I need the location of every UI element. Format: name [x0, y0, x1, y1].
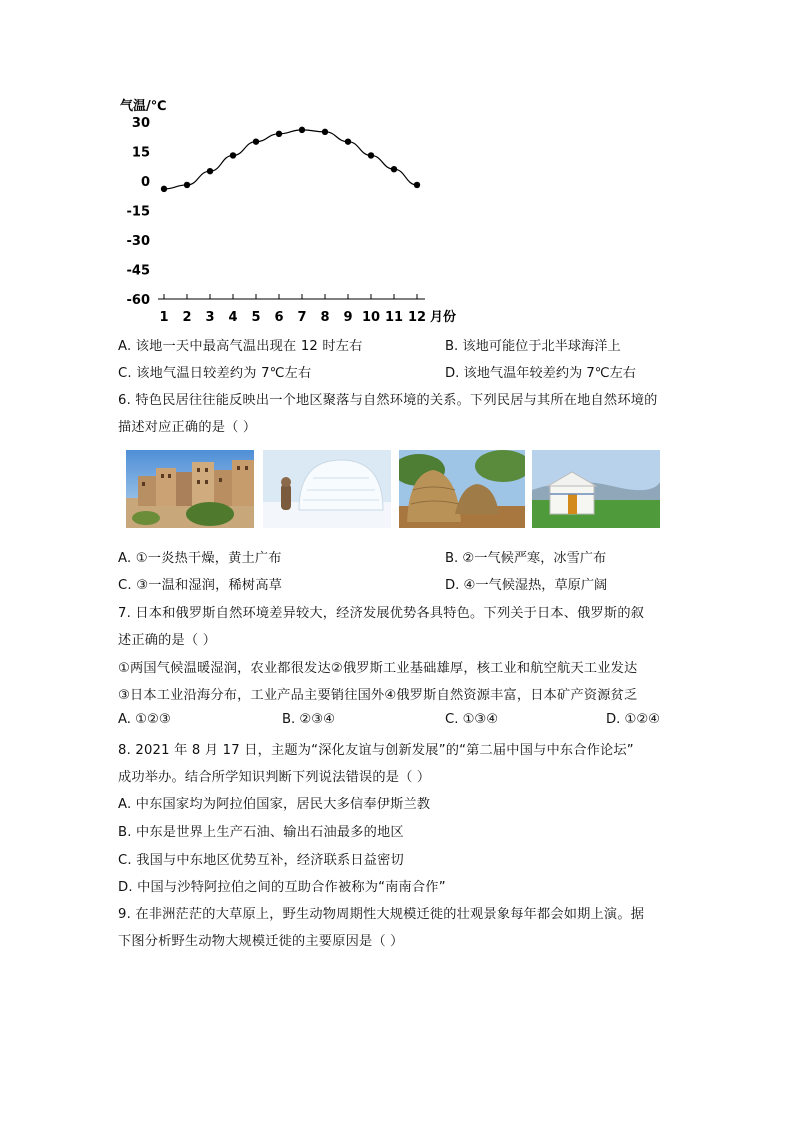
q8-stem-line2: 成功举办。结合所学知识判断下列说法错误的是（ ） — [118, 770, 431, 785]
q6-option-a: A. ①一炎热干燥，黄土广布 — [118, 551, 282, 566]
q5-option-c: C. 该地气温日较差约为 7℃左右 — [118, 366, 312, 381]
data-point — [184, 182, 190, 188]
y-tick-label: -15 — [126, 204, 150, 220]
q7-option-b: B. ②③④ — [282, 712, 335, 727]
q7-stem-line1: 7. 日本和俄罗斯自然环境差异较大，经济发展优势各具特色。下列关于日本、俄罗斯的叙 — [118, 606, 645, 621]
q6-option-d: D. ④一气候湿热，草原广阔 — [445, 578, 608, 593]
q7-stem-line2: 述正确的是（ ） — [118, 633, 217, 648]
temperature-points — [161, 127, 420, 192]
data-point — [345, 138, 351, 144]
temperature-line — [164, 130, 417, 189]
y-tick-label: 30 — [131, 116, 150, 131]
q6-option-b: B. ②一气候严寒，冰雪广布 — [445, 551, 607, 566]
data-point — [253, 138, 259, 144]
data-point — [299, 127, 305, 133]
data-point — [161, 186, 167, 192]
q7-option-a: A. ①②③ — [118, 712, 171, 727]
q8-option-c: C. 我国与中东地区优势互补，经济联系日益密切 — [118, 853, 404, 868]
data-point — [368, 152, 374, 158]
y-tick-label: -60 — [126, 293, 150, 308]
q9-stem-line1: 9. 在非洲茫茫的大草原上，野生动物周期性大规模迁徙的壮观景象每年都会如期上演。据 — [118, 907, 645, 922]
x-tick-label: 1 — [159, 310, 169, 325]
x-tick-label: 8 — [320, 310, 330, 325]
q5-option-b: B. 该地可能位于北半球海洋上 — [445, 339, 621, 354]
igloo-photo — [263, 450, 391, 528]
x-tick-label: 11 — [384, 310, 404, 325]
data-point — [391, 166, 397, 172]
q6-stem-line1: 6. 特色民居往往能反映出一个地区聚落与自然环境的关系。下列民居与其所在地自然环境的 — [118, 393, 658, 408]
q8-option-b: B. 中东是世界上生产石油、输出石油最多的地区 — [118, 825, 404, 840]
x-tick-label: 5 — [251, 310, 261, 325]
x-tick-label: 4 — [228, 310, 238, 325]
grass-hut-photo — [399, 450, 525, 528]
q9-stem-line2: 下图分析野生动物大规模迁徙的主要原因是（ ） — [118, 934, 404, 949]
q5-option-d: D. 该地气温年较差约为 7℃左右 — [445, 366, 636, 381]
y-axis-label: 气温/℃ — [120, 99, 167, 114]
x-tick-label: 7 — [297, 310, 307, 325]
data-point — [230, 152, 236, 158]
data-point — [322, 129, 328, 135]
q6-stem-line2: 描述对应正确的是（ ） — [118, 420, 257, 435]
temperature-chart — [110, 92, 480, 332]
q7-statements-line2: ③日本工业沿海分布，工业产品主要销往国外④俄罗斯自然资源丰富，日本矿产资源贫乏 — [118, 688, 638, 703]
q7-statements-line1: ①两国气候温暖湿润，农业都很发达②俄罗斯工业基础雄厚，核工业和航空航天工业发达 — [118, 661, 638, 676]
y-tick-label: 0 — [140, 175, 150, 190]
y-ticks — [127, 116, 151, 308]
data-point — [207, 168, 213, 174]
x-axis-label: 月份 — [430, 310, 457, 325]
data-point — [276, 131, 282, 137]
y-tick-label: 15 — [131, 145, 150, 161]
x-tick-label: 3 — [205, 310, 215, 325]
q7-option-d: D. ①②④ — [606, 712, 661, 727]
q7-option-c: C. ①③④ — [445, 712, 499, 727]
adobe-village-photo — [126, 450, 254, 528]
x-tick-label: 10 — [361, 310, 381, 325]
yurt-photo — [532, 450, 660, 528]
x-tick-label: 2 — [182, 310, 192, 325]
y-tick-label: -45 — [126, 263, 150, 279]
q5-option-a: A. 该地一天中最高气温出现在 12 时左右 — [118, 339, 363, 354]
q8-option-a: A. 中东国家均为阿拉伯国家，居民大多信奉伊斯兰教 — [118, 797, 431, 812]
x-tick-label: 9 — [343, 310, 353, 325]
q8-stem-line1: 8. 2021 年 8 月 17 日，主题为“深化友谊与创新发展”的“第二届中国与中东合作论坛” — [118, 743, 634, 758]
q6-option-c: C. ③一温和湿润，稀树高草 — [118, 578, 283, 593]
y-tick-label: -30 — [126, 234, 150, 249]
x-tick-label: 12 — [407, 310, 427, 325]
q8-option-d: D. 中国与沙特阿拉伯之间的互助合作被称为“南南合作” — [118, 880, 446, 895]
x-tick-label: 6 — [274, 310, 284, 325]
data-point — [414, 182, 420, 188]
